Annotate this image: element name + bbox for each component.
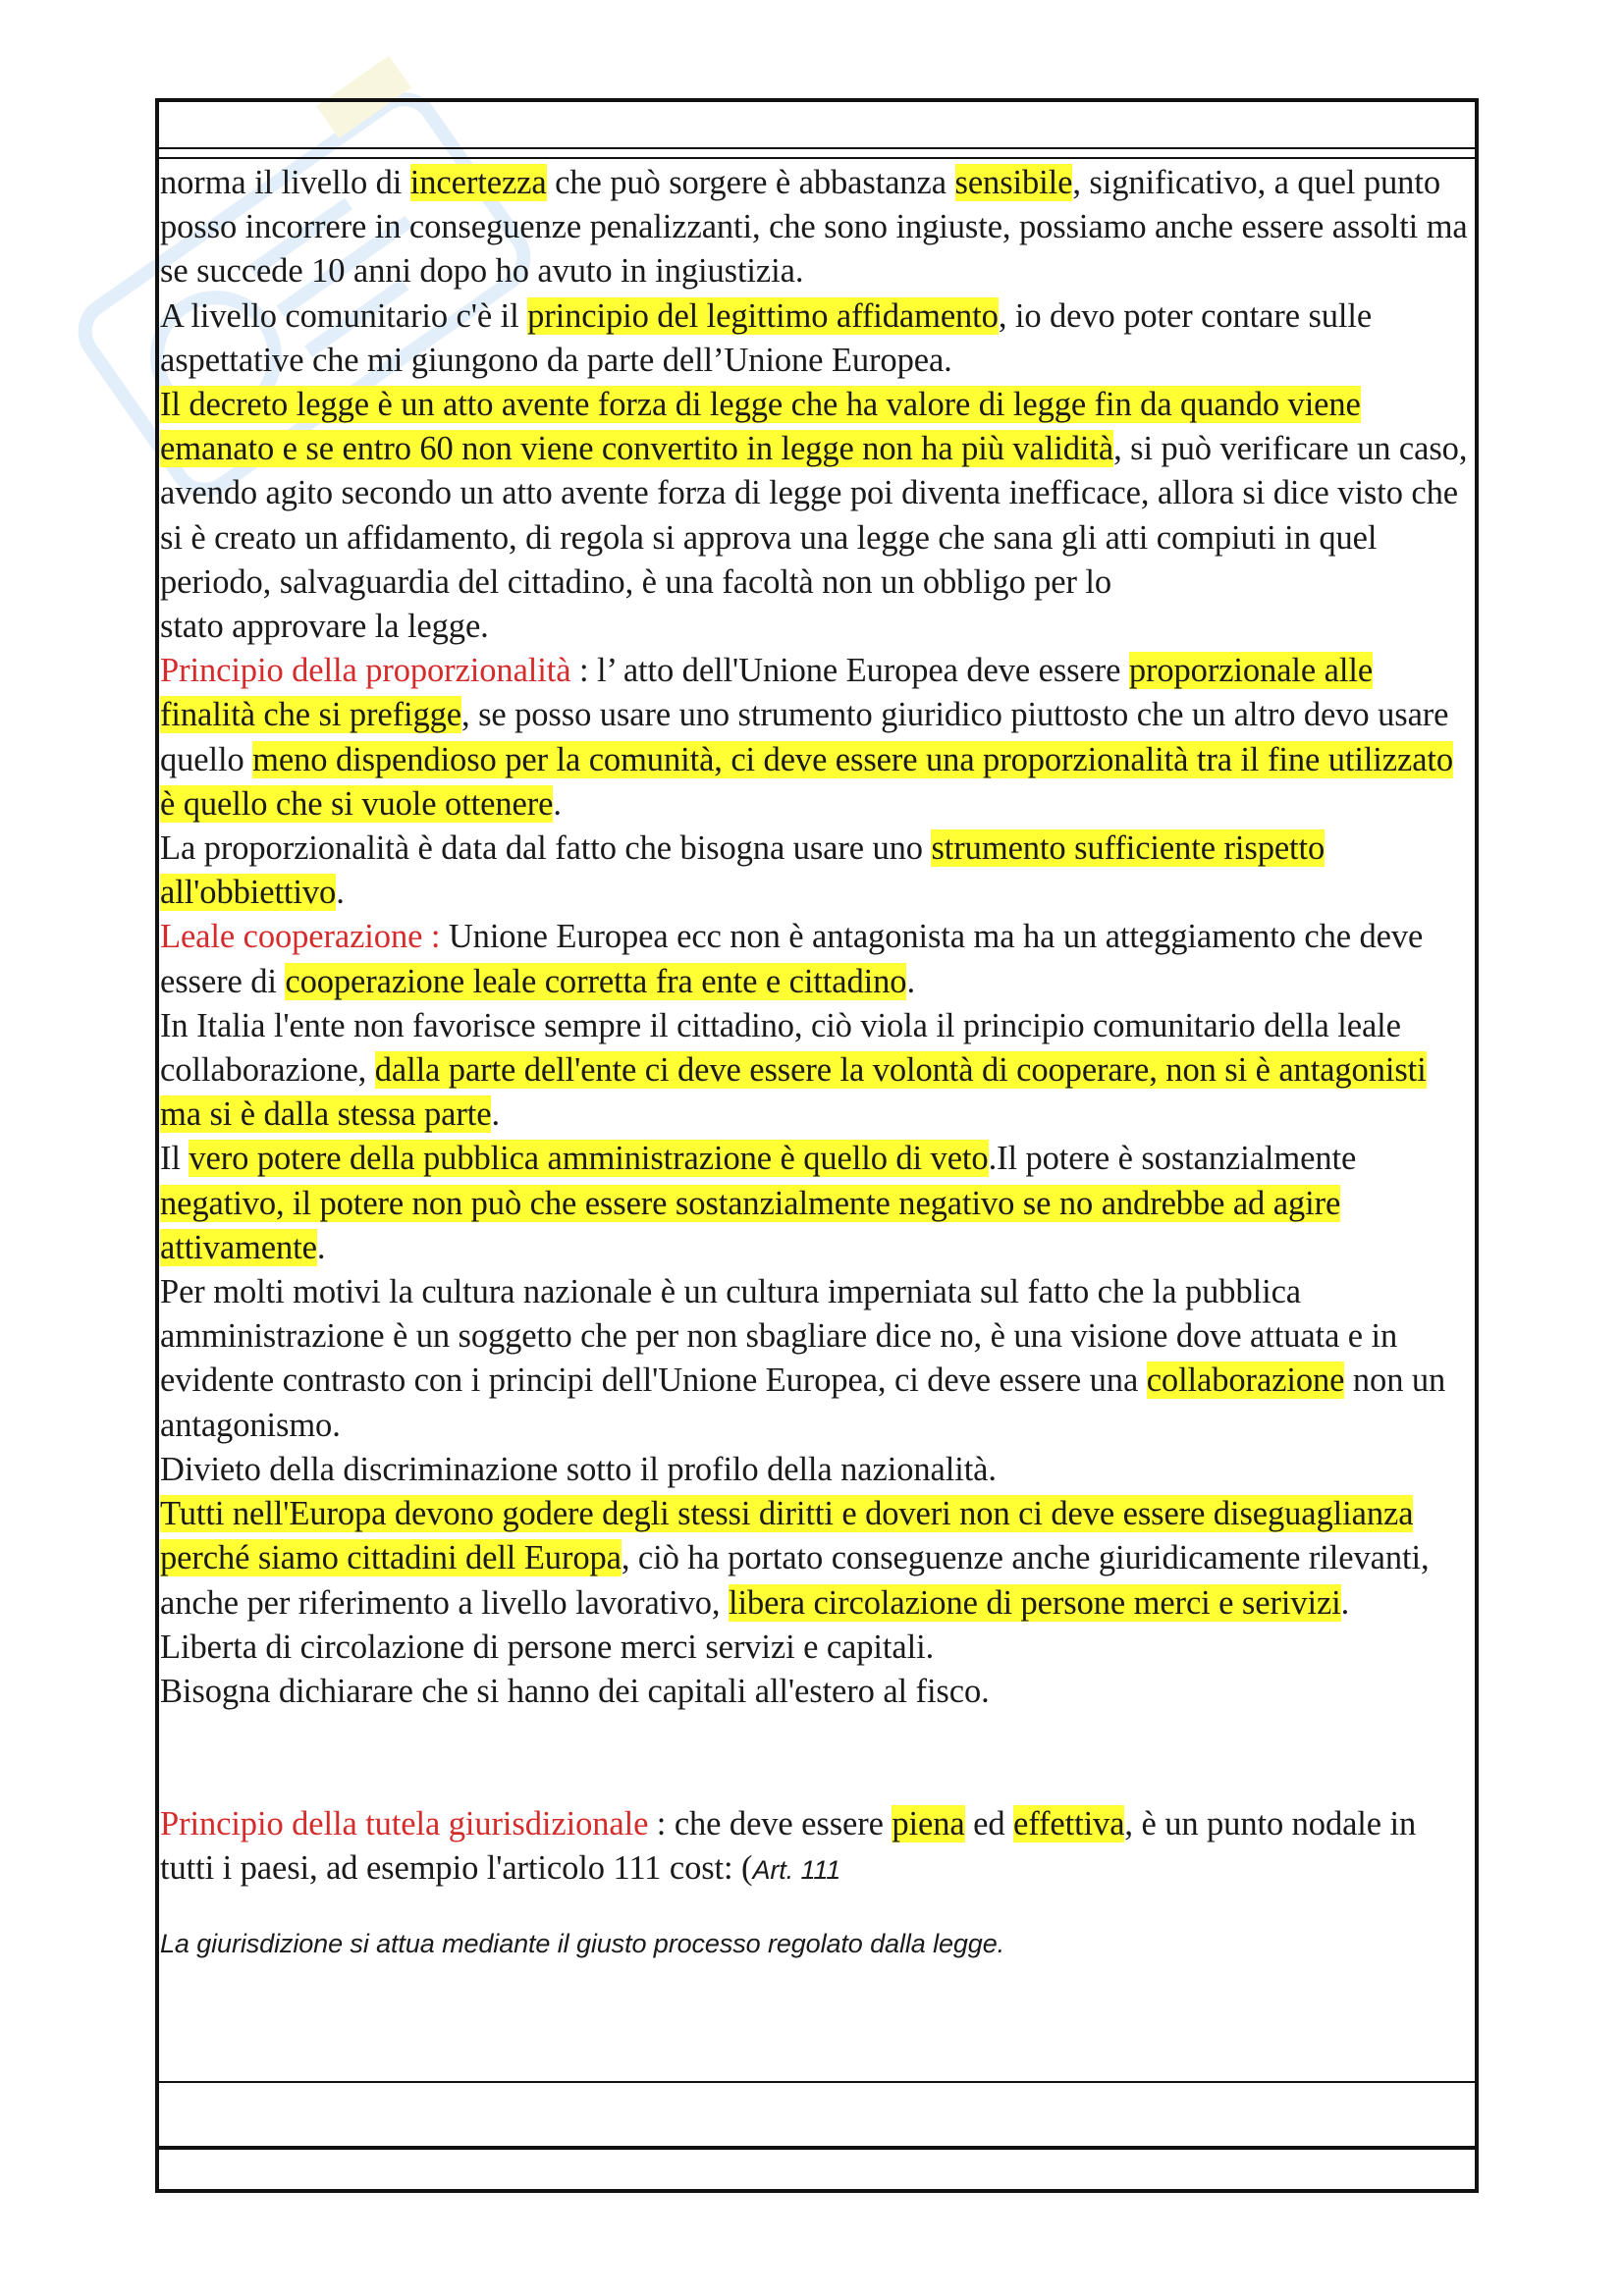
quote-line: [160, 1927, 1476, 1960]
text-segment: , è un punto nodale in tutti i paesi, ad esempio l'articolo 111 cost: (: [160, 1805, 1417, 1888]
highlighted-text: proporzionale alle finalità che si prefigge: [160, 652, 1374, 734]
text-segment: .: [553, 784, 562, 823]
paragraph: [160, 915, 1476, 1003]
section-heading: Principio della tutela giurisdizionale: [160, 1805, 649, 1843]
paragraph: [160, 649, 1476, 827]
highlighted-text: sensibile: [954, 164, 1073, 201]
text-segment: stato approvare la legge.: [160, 608, 489, 646]
paragraph: [160, 1004, 1476, 1138]
text-segment: La giurisdizione si attua mediante il giusto processo regolato dalla legge.: [160, 1928, 1005, 1958]
text-segment: .: [1340, 1583, 1350, 1622]
text-segment: : che deve essere: [648, 1805, 893, 1843]
highlighted-text: Tutti nell'Europa devono godere degli stessi diritti e doveri non ci deve essere diseguaglianza perché siamo cittadini dell Europa: [160, 1495, 1414, 1577]
text-segment: che può sorgere è abbastanza: [546, 164, 955, 201]
paragraph: [160, 1270, 1476, 1448]
highlighted-text: meno dispendioso per la comunità, ci deve essere una proporzionalità tra il fine utilizzato è quello che si vuole ottenere: [160, 740, 1454, 823]
text-segment: Il: [160, 1140, 189, 1178]
paragraph: [160, 1137, 1476, 1270]
text-segment: , si può verificare un caso, avendo agito secondo un atto avente forza di legge poi diventa inefficace, allora si dice visto che si è creato un affidamento, di regola si approva una legge che sana gli atti compiuti in quel periodo, salvaguardia del cittadino, è una facoltà non un obbligo per lo: [160, 430, 1468, 601]
text-segment: Per molti motivi la cultura nazionale è un cultura imperniata sul fatto che la pubblica amministrazione è un soggetto che per non sbagliare dice no, è una visione dove attuata e in evidente contrasto con i principi dell'Unione Europea, ci deve essere una: [160, 1273, 1398, 1400]
highlighted-text: strumento sufficiente rispetto all'obbiettivo: [160, 829, 1325, 912]
text-segment: .: [316, 1228, 326, 1266]
paragraph: [160, 1448, 1476, 1492]
highlighted-text: libera circolazione di persone merci e serivizi: [728, 1583, 1341, 1622]
text-segment: .: [491, 1095, 501, 1134]
paragraph: [160, 1802, 1476, 1893]
text-segment: , significativo, a quel punto posso incorrere in conseguenze penalizzanti, che sono ingiuste, possiamo anche essere assolti ma se succede 10 anni dopo ho avuto in ingiustizia.: [160, 164, 1468, 291]
highlighted-text: dalla parte dell'ente ci deve essere la volontà di cooperare, non si è antagonisti ma si è dalla stessa parte: [160, 1051, 1427, 1134]
header-bar: [155, 98, 1479, 149]
text-segment: , se posso usare uno strumento giuridico piuttosto che un altro devo usare quello: [160, 696, 1449, 778]
highlighted-text: cooperazione leale corretta fra ente e cittadino: [285, 962, 907, 1000]
text-segment: .Il potere è sostanzialmente: [988, 1140, 1357, 1178]
paragraph: [160, 1492, 1476, 1626]
paragraph: [160, 605, 1476, 649]
text-segment: La proporzionalità è data dal fatto che bisogna usare uno: [160, 829, 932, 868]
paragraph: [160, 827, 1476, 915]
footer-rule-bottom: [159, 2146, 1475, 2150]
text-segment: Bisogna dichiarare che si hanno dei capitali all'estero al fisco.: [160, 1672, 990, 1710]
text-segment: ed: [964, 1805, 1014, 1843]
text-segment: , io devo poter contare sulle aspettative che mi giungono da parte dell’Unione Europea.: [160, 296, 1373, 379]
paragraph: [160, 161, 1476, 294]
highlighted-text: incertezza: [409, 164, 547, 201]
highlighted-text: effettiva: [1013, 1805, 1125, 1843]
text-segment: non un antagonismo.: [160, 1362, 1446, 1444]
paragraph: [160, 383, 1476, 605]
section-heading: Leale cooperazione :: [160, 918, 441, 956]
text-segment: norma il livello di: [160, 164, 410, 201]
highlighted-text: collaborazione: [1146, 1362, 1345, 1400]
section-heading: Principio della proporzionalità: [160, 652, 571, 690]
text-segment: Divieto della discriminazione sotto il profilo della nazionalità.: [160, 1450, 997, 1488]
article-reference: Art. 111: [752, 1855, 841, 1886]
highlighted-text: piena: [892, 1805, 965, 1843]
highlighted-text: principio del legittimo affidamento: [527, 296, 999, 335]
paragraph: [160, 1670, 1476, 1714]
highlighted-text: vero potere della pubblica amministrazione è quello di veto: [189, 1140, 989, 1178]
document-body: [160, 161, 1476, 1960]
text-segment: A livello comunitario c'è il: [160, 296, 528, 335]
header-rule: [159, 157, 1475, 159]
paragraph: [160, 1626, 1476, 1670]
text-segment: Unione Europea ecc non è antagonista ma ha un atteggiamento che deve essere di: [160, 918, 1424, 1000]
paragraph: [160, 294, 1476, 383]
text-segment: : l’ atto dell'Unione Europea deve essere: [570, 652, 1129, 690]
text-segment: .: [906, 962, 915, 1000]
text-segment: Liberta di circolazione di persone merci servizi e capitali.: [160, 1628, 935, 1666]
text-segment: .: [336, 874, 345, 912]
highlighted-text: negativo, il potere non può che essere sostanzialmente negativo se no andrebbe ad agire attivamente: [160, 1184, 1341, 1266]
text-segment: In Italia l'ente non favorisce sempre il cittadino, ciò viola il principio comunitario della leale collaborazione,: [160, 1006, 1401, 1090]
footer-rule-top: [159, 2081, 1475, 2083]
text-segment: , ciò ha portato conseguenze anche giuridicamente rilevanti, anche per riferimento a livello lavorativo,: [160, 1539, 1430, 1622]
highlighted-text: Il decreto legge è un atto avente forza di legge che ha valore di legge fin da quando viene emanato e se entro 60 non viene convertito in legge non ha più validità: [160, 386, 1361, 468]
paragraph-gap: [160, 1714, 1476, 1802]
